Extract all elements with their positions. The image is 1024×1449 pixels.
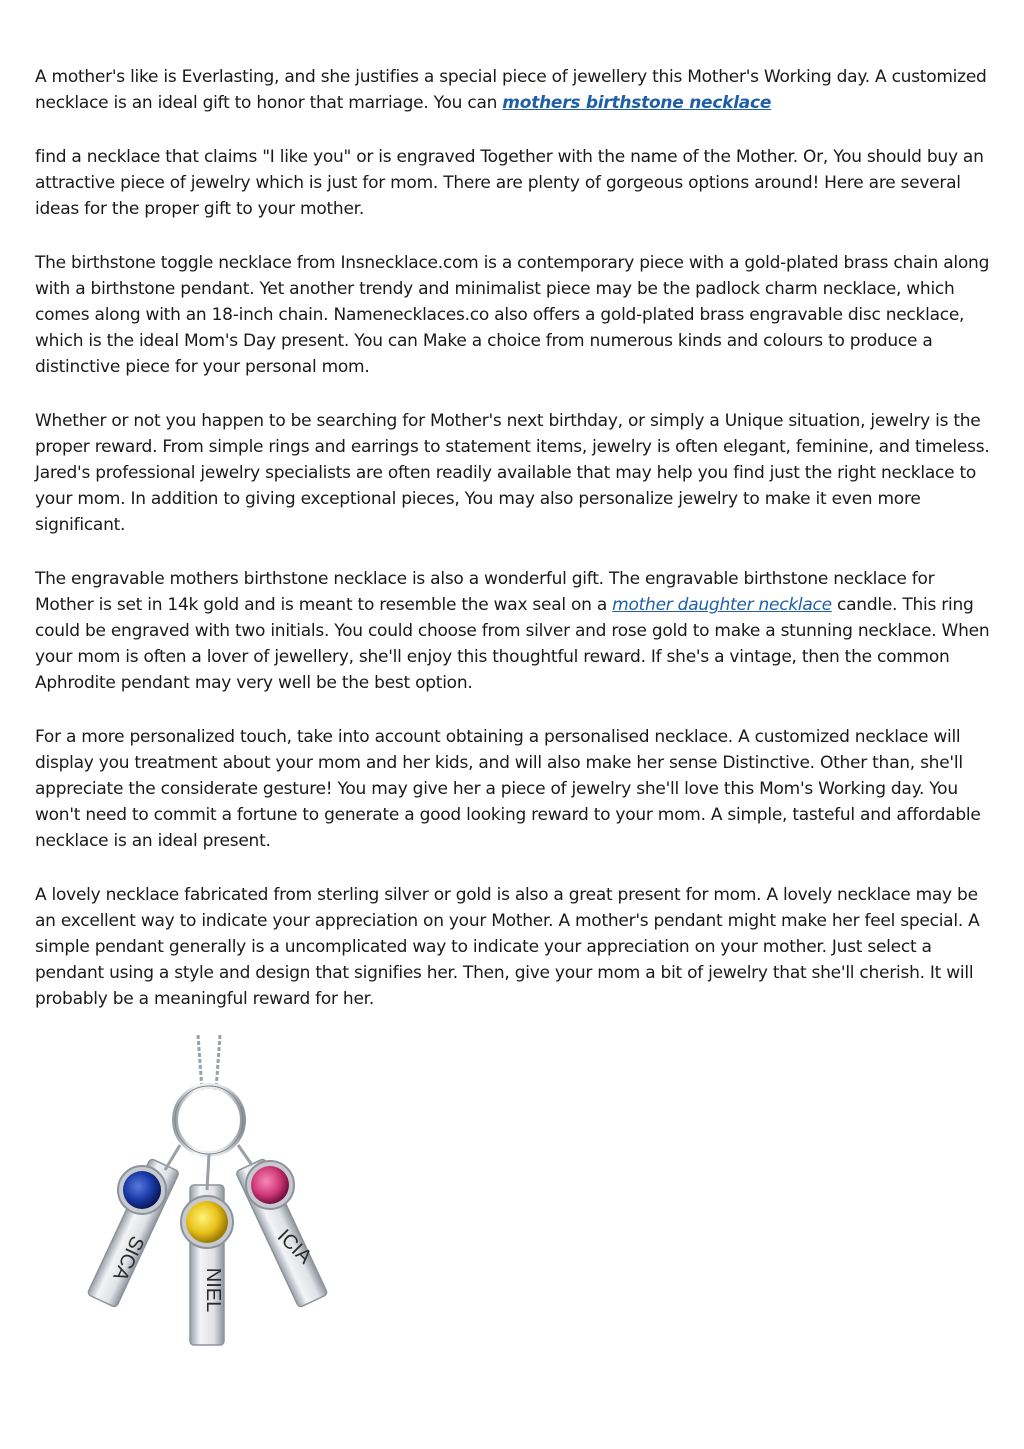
mothers-birthstone-necklace-link[interactable]: mothers birthstone necklace — [502, 93, 772, 113]
pink-birthstone — [251, 1166, 289, 1204]
article-body — [35, 64, 995, 1040]
mother-daughter-necklace-link[interactable]: mother daughter necklace — [612, 595, 832, 615]
yellow-birthstone — [186, 1201, 228, 1243]
paragraph-5 — [35, 566, 995, 696]
blue-birthstone — [123, 1171, 161, 1209]
paragraph-5-text-before: The engravable mothers birthstone necklace is also a wonderful gift. The engravable birthstone necklace for Mother is set in 14k gold and is meant to resemble the wax seal on a — [35, 569, 935, 615]
paragraph-1 — [35, 64, 995, 116]
paragraph-5-text-after: candle. This ring could be engraved with two initials. You could choose from silver and rose gold to make a stunning necklace. When your mom is often a lover of jewellery, she'll enjoy this thoughtful reward. If she's a vintage, then the common Aphrodite pendant may very well be the best option. — [35, 595, 990, 693]
paragraph-2: find a necklace that claims "I like you" or is engraved Together with the name of the Mother. Or, You should buy an attractive piece of jewelry which is just for mom. There are plenty of gorgeous options around! Here are several ideas for the proper gift to your mother. — [35, 147, 984, 219]
right-bar-engraving: ICIA — [272, 1225, 316, 1269]
chain — [198, 1035, 220, 1090]
paragraph-6: For a more personalized touch, take into account obtaining a personalised necklace. A customized necklace will display you treatment about your mom and her kids, and will also make her sense Distinctive. Other than, she'll appreciate the considerate gesture! You may give her a piece of jewelry she'll love this Mom's Working day. You won't need to commit a fortune to generate a good looking reward to your mom. A simple, tasteful and affordable necklace is an ideal present. — [35, 727, 981, 851]
paragraph-1-text: A mother's like is Everlasting, and she justifies a special piece of jewellery this Mother's Working day. A customized necklace is an ideal gift to honor that marriage. You can — [35, 67, 987, 113]
necklace-illustration — [70, 1035, 340, 1365]
necklace-image — [70, 1035, 340, 1365]
paragraph-7: A lovely necklace fabricated from sterling silver or gold is also a great present for mom. A lovely necklace may be an excellent way to indicate your appreciation on your Mother. A mother's pendant might make her feel special. A simple pendant generally is a uncomplicated way to indicate your appreciation on your mother. Just select a pendant using a style and design that signifies her. Then, give your mom a bit of jewelry that she'll cherish. It will probably be a meaningful reward for her. — [35, 885, 980, 1009]
paragraph-3: The birthstone toggle necklace from Insnecklace.com is a contemporary piece with a gold-plated brass chain along with a birthstone pendant. Yet another trendy and minimalist piece may be the padlock charm necklace, which comes along with an 18-inch chain. Namenecklaces.co also offers a gold-plated brass engravable disc necklace, which is the ideal Mom's Day present. You can Make a choice from numerous kinds and colours to produce a distinctive piece for your personal mom. — [35, 253, 990, 377]
left-bar-engraving: SICA — [108, 1232, 149, 1284]
paragraph-4: Whether or not you happen to be searching for Mother's next birthday, or simply a Unique situation, jewelry is the proper reward. From simple rings and earrings to statement items, jewelry is often elegant, feminine, and timeless. Jared's professional jewelry specialists are often readily available that may help you find just the right necklace to your mom. In addition to giving exceptional pieces, You may also personalize jewelry to make it even more significant. — [35, 411, 990, 535]
middle-bar-engraving: NIEL — [202, 1267, 224, 1313]
